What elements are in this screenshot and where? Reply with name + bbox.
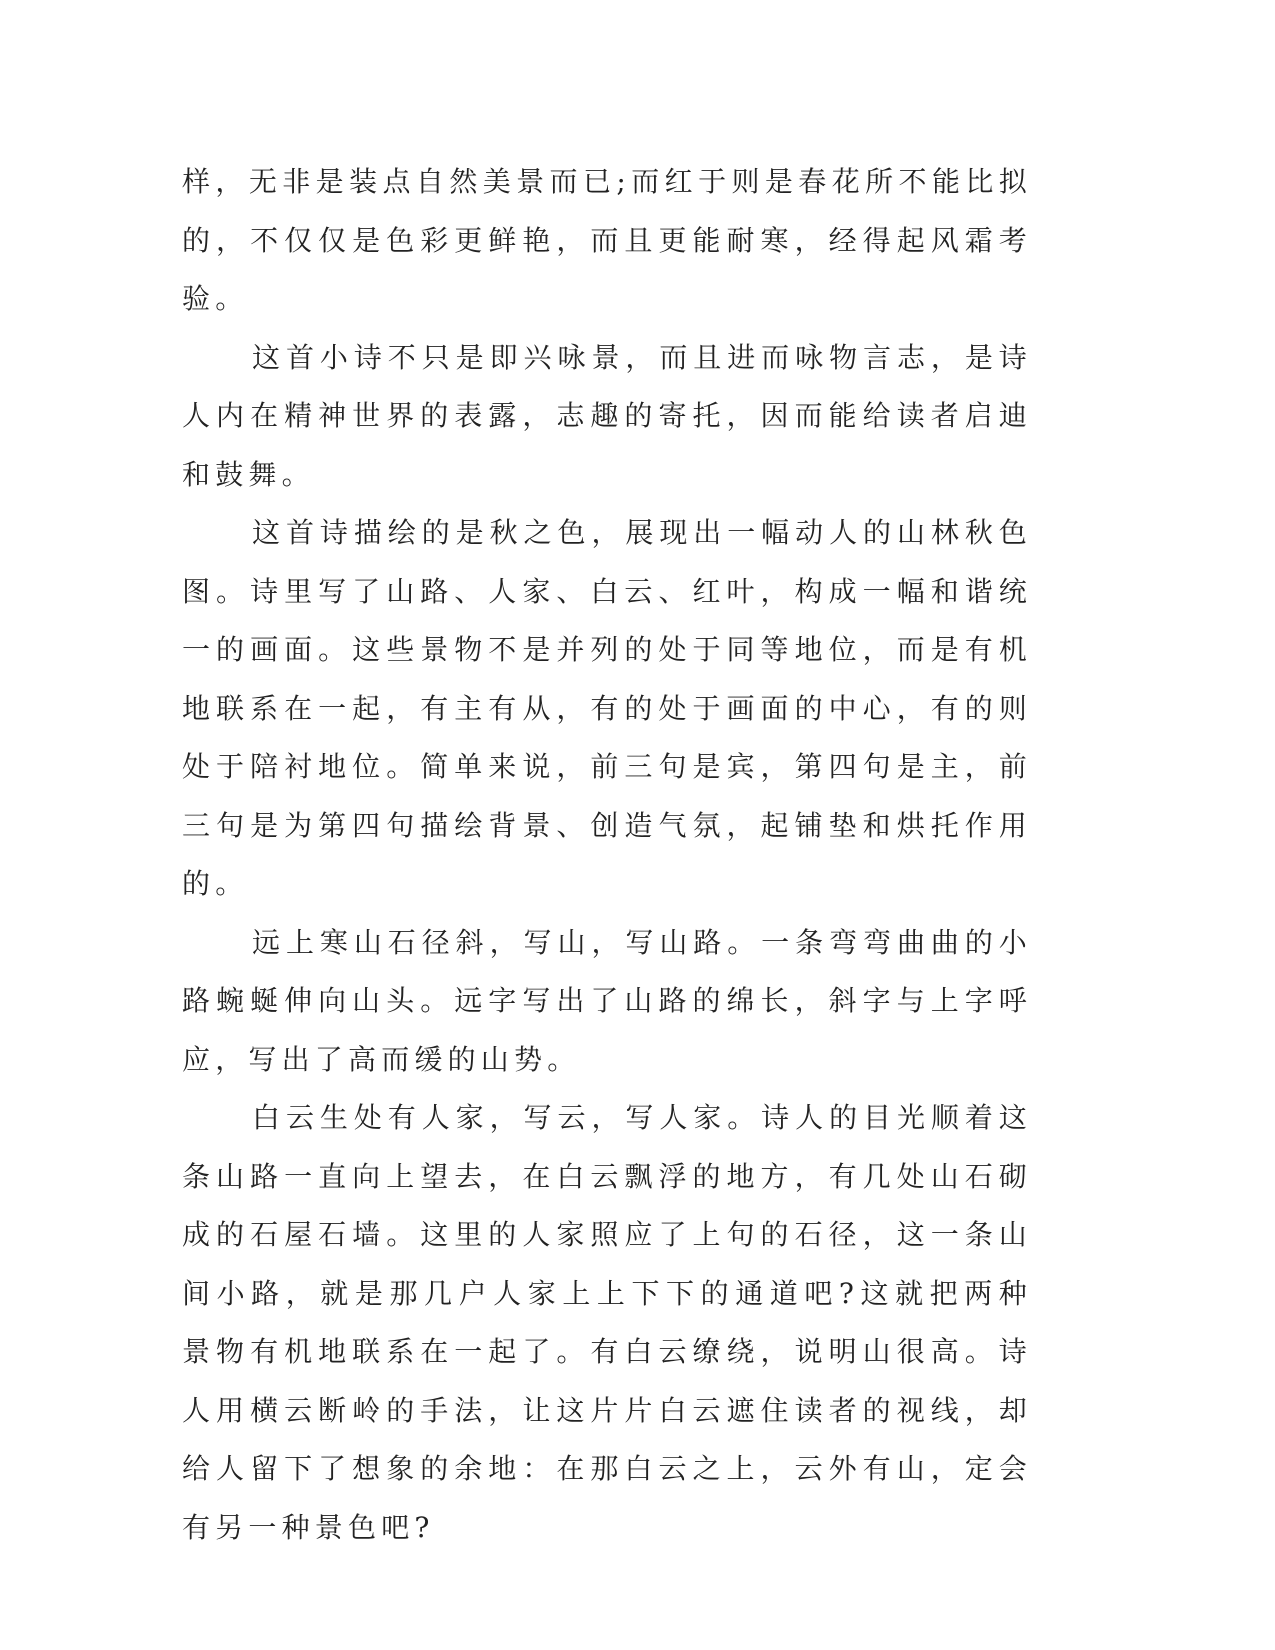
paragraph-2: 这首小诗不只是即兴咏景，而且进而咏物言志，是诗人内在精神世界的表露，志趣的寄托，因而能给读者启迪和鼓舞。 bbox=[182, 340, 1032, 491]
paragraph-5: 白云生处有人家，写云，写人家。诗人的目光顺着这条山路一直向上望去，在白云飘浮的地方，有几处山石砌成的石屋石墙。这里的人家照应了上句的石径，这一条山间小路，就是那几户人家上上下下的通道吧?这就把两种景物有机地联系在一起了。有白云缭绕，说明山很高。诗人用横云断岭的手法，让这片片白云遮住读者的视线，却给人留下了想象的余地：在那白云之上，云外有山，定会有另一种景色吧? bbox=[182, 1101, 1032, 1544]
paragraph-4: 远上寒山石径斜，写山，写山路。一条弯弯曲曲的小路蜿蜒伸向山头。远字写出了山路的绵长，斜字与上字呼应，写出了高而缓的山势。 bbox=[182, 925, 1032, 1076]
paragraph-1: 样，无非是装点自然美景而已;而红于则是春花所不能比拟的，不仅仅是色彩更鲜艳，而且更能耐寒，经得起风霜考验。 bbox=[182, 165, 1032, 315]
paragraph-3: 这首诗描绘的是秋之色，展现出一幅动人的山林秋色图。诗里写了山路、人家、白云、红叶，构成一幅和谐统一的画面。这些景物不是并列的处于同等地位，而是有机地联系在一起，有主有从，有的处于画面的中心，有的则处于陪衬地位。简单来说，前三句是宾，第四句是主，前三句是为第四句描绘背景、创造气氛，起铺垫和烘托作用的。 bbox=[182, 516, 1032, 900]
document-body bbox=[182, 153, 1032, 1557]
